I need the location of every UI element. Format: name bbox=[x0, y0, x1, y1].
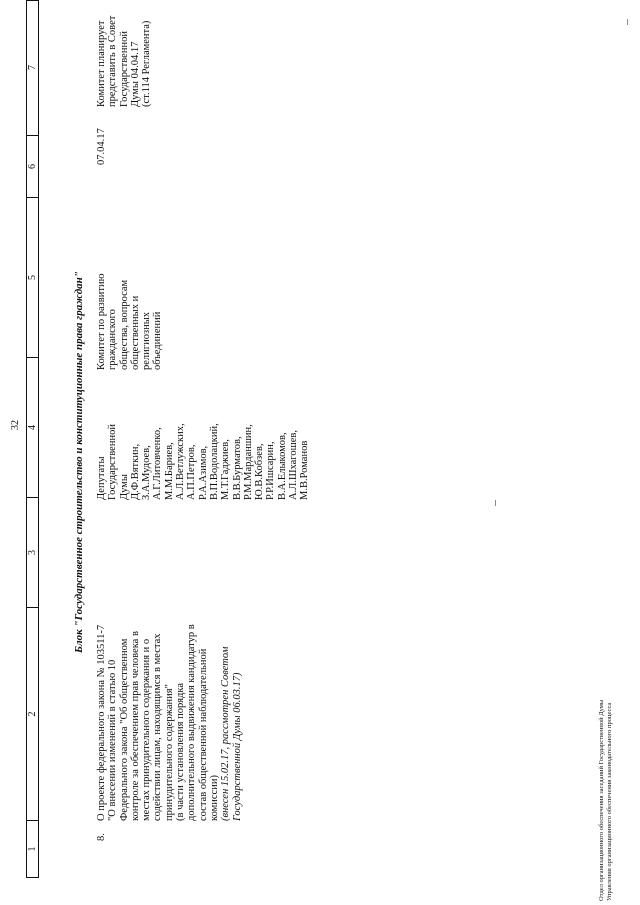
description-line: содействии лицам, находящимся в местах bbox=[152, 633, 164, 821]
author-line: М.В.Романов bbox=[299, 440, 311, 500]
committee-line: религиозных bbox=[141, 311, 153, 370]
author-line: Депутаты bbox=[96, 456, 107, 500]
author-line: Р.А.Азимов, bbox=[197, 445, 209, 500]
column-3-header: 3 bbox=[27, 498, 38, 608]
block-title: Блок "Государственное строительство и конституционные права граждан" bbox=[73, 271, 85, 653]
committee-line: объединений bbox=[152, 311, 164, 370]
author-line: Р.М.Марданшин, bbox=[242, 424, 254, 500]
description-line: (в части установления порядка bbox=[175, 683, 187, 821]
note-line: (ст.114 Регламента) bbox=[141, 20, 153, 107]
scan-mark bbox=[627, 19, 628, 25]
committee-line: общественных и bbox=[129, 295, 141, 370]
author-line: В.П.Водолацкий, bbox=[208, 423, 220, 500]
column-4-header: 4 bbox=[27, 358, 38, 498]
description-line: дополнительного выдвижения кандидатур в bbox=[186, 624, 198, 821]
footer-line: Управления организационного обеспечения законодательного процесса bbox=[606, 702, 613, 901]
author-line: М.Т.Гаджиев, bbox=[220, 439, 232, 500]
author-line: А.Л.Шхагошев, bbox=[288, 430, 300, 500]
description-line: контроле за обеспечением прав человека в bbox=[129, 631, 141, 821]
description-line: "О внесении изменений в статью 10 bbox=[107, 659, 119, 821]
author-line: Ю.В.Кобзев, bbox=[254, 443, 266, 500]
note bbox=[96, 2, 152, 107]
committee-line: Комитет по развитию bbox=[96, 273, 107, 370]
description-line: состав общественной наблюдательной bbox=[197, 648, 209, 821]
author-line: В.А.Елыкомов, bbox=[276, 432, 288, 500]
committee-line: общества, вопросам bbox=[118, 279, 130, 370]
description-line: местах принудительного содержания и о bbox=[141, 638, 153, 821]
authors bbox=[96, 380, 311, 500]
description-note-line: (внесен 15.02.17, рассмотрен Советом bbox=[220, 646, 232, 821]
author-line: А.Л.Ветлужских, bbox=[175, 423, 187, 500]
author-line: Государственной bbox=[107, 424, 119, 500]
page-number: 32 bbox=[10, 420, 21, 430]
column-header bbox=[12, 0, 39, 878]
description-line: принудительного содержания" bbox=[163, 684, 175, 821]
column-number-row bbox=[26, 0, 39, 878]
column-6-header: 6 bbox=[27, 136, 38, 198]
author-line: З.А.Мудоев, bbox=[141, 445, 153, 500]
author-line: М.М.Бариев, bbox=[163, 442, 175, 500]
column-1-header: 1 bbox=[27, 821, 38, 878]
author-line: А.Г.Литовченко, bbox=[152, 427, 164, 500]
description-line: комиссии) bbox=[208, 775, 220, 821]
note-line: Государственной bbox=[118, 31, 130, 107]
scan-mark bbox=[495, 500, 496, 506]
row-number: 8. bbox=[96, 833, 107, 841]
note-line: представить в Совет bbox=[107, 15, 119, 107]
note-line: Думы 04.04.17 bbox=[129, 41, 141, 107]
author-line: А.П.Петров, bbox=[186, 444, 198, 500]
author-line: Думы bbox=[118, 474, 130, 500]
column-7-header: 7 bbox=[27, 0, 38, 136]
note-line: Комитет планирует bbox=[96, 20, 107, 107]
description-line: О проекте федерального закона № 103511-7 bbox=[96, 624, 107, 821]
column-5-header: 5 bbox=[27, 198, 38, 358]
author-line: В.В.Бурматов, bbox=[231, 436, 243, 500]
committee-line: гражданского bbox=[107, 309, 119, 370]
date: 07.04.17 bbox=[96, 128, 107, 165]
committee bbox=[96, 240, 164, 370]
description-line: Федерального закона "Об общественном bbox=[118, 638, 130, 821]
author-line: Д.Ф.Вяткин, bbox=[129, 443, 141, 500]
bill-description bbox=[96, 606, 243, 821]
footer-line: Отдел организационного обеспечения заседаний Государственной Думы bbox=[598, 699, 605, 901]
author-line: Р.Р.Ишсарин, bbox=[265, 441, 277, 500]
footer bbox=[598, 700, 614, 901]
description-note-line: Государственной Думы 06.03.17) bbox=[231, 672, 243, 821]
column-2-header: 2 bbox=[27, 608, 38, 821]
